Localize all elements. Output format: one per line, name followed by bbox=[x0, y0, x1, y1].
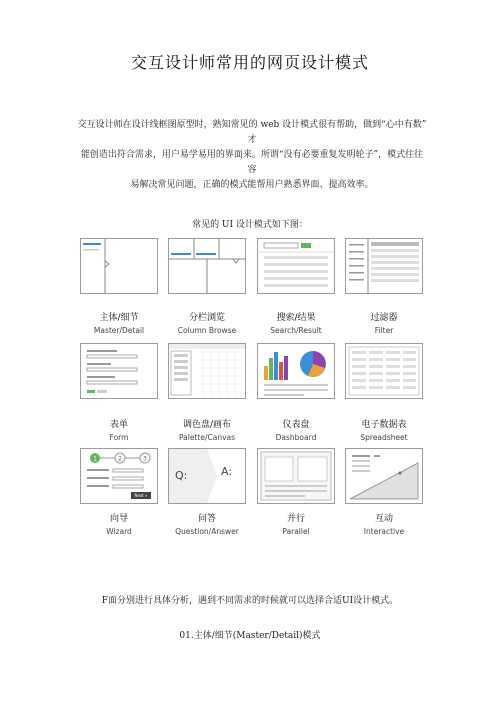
intro-line: 容 bbox=[247, 165, 257, 175]
spreadsheet-icon bbox=[345, 343, 423, 399]
search-result-icon bbox=[257, 238, 335, 294]
master-detail-icon bbox=[80, 238, 158, 294]
pattern-name-en: Filter bbox=[374, 326, 394, 335]
next-button: Next » bbox=[134, 493, 148, 498]
pattern-name-zh: 仪表盘 bbox=[282, 420, 310, 430]
pattern-name-en: Interactive bbox=[363, 527, 405, 536]
question-label: Q: bbox=[175, 469, 188, 482]
palette-canvas-icon bbox=[168, 343, 246, 399]
intro-line: 能创造出符合需求，用户易学易用的界面来。所谓“没有必要重复发明轮子”，模式往往 bbox=[80, 150, 424, 160]
pattern-label bbox=[329, 419, 439, 443]
pattern-name-en: Dashboard bbox=[275, 433, 317, 442]
pattern-name-zh: 向导 bbox=[109, 514, 128, 524]
interactive-icon bbox=[345, 448, 423, 504]
dashboard-icon bbox=[257, 343, 335, 399]
pattern-name-zh: 表单 bbox=[109, 420, 128, 430]
form-icon bbox=[80, 343, 158, 399]
pattern-name-en: Wizard bbox=[106, 527, 132, 536]
pattern-name-en: Master/Detail bbox=[93, 326, 145, 335]
wizard-icon bbox=[80, 448, 158, 504]
pattern-name-zh: 电子数据表 bbox=[361, 420, 407, 430]
question-answer-icon bbox=[168, 448, 246, 504]
intro-line: 交互设计师在设计线框图原型时，熟知常见的 web 设计模式很有帮助，做到“心中有数” bbox=[77, 120, 427, 130]
svg-text:3: 3 bbox=[143, 455, 147, 463]
pattern-name-zh: 搜索/结果 bbox=[276, 313, 316, 323]
figure-caption: 常见的 UI 设计模式如下图： bbox=[192, 220, 308, 230]
pattern-name-zh: 调色盘/画布 bbox=[182, 420, 232, 430]
pattern-name-zh: 问答 bbox=[197, 514, 216, 524]
intro-paragraph bbox=[72, 118, 432, 193]
answer-label: A: bbox=[221, 465, 233, 478]
pattern-name-en: Column Browse bbox=[177, 326, 237, 335]
intro-line: 易解决常见问题，正确的模式能帮用户熟悉界面、提高效率。 bbox=[130, 180, 374, 190]
pattern-label bbox=[329, 513, 439, 537]
pattern-name-en: Palette/Canvas bbox=[178, 433, 236, 442]
parallel-icon bbox=[257, 448, 335, 504]
pattern-name-en: Search/Result bbox=[270, 326, 322, 335]
pattern-name-en: Parallel bbox=[282, 527, 310, 536]
pattern-name-zh: 并行 bbox=[286, 514, 305, 524]
column-browse-icon bbox=[168, 238, 246, 294]
pattern-name-zh: 分栏浏览 bbox=[188, 313, 225, 323]
document-title: 交互设计师常用的网页设计模式 bbox=[130, 53, 369, 72]
svg-text:2: 2 bbox=[118, 455, 122, 463]
pattern-name-zh: 主体/细节 bbox=[99, 313, 139, 323]
pattern-label bbox=[329, 312, 439, 336]
section-heading: 01.主体/细节(Master/Detail)模式 bbox=[179, 631, 321, 641]
pattern-name-zh: 过滤器 bbox=[370, 313, 398, 323]
intro-line: 才 bbox=[247, 135, 257, 145]
pattern-name-en: Spreadsheet bbox=[360, 433, 408, 442]
pattern-name-zh: 互动 bbox=[374, 514, 393, 524]
filter-icon bbox=[345, 238, 423, 294]
pattern-name-en: Question/Answer bbox=[175, 527, 239, 536]
svg-text:1: 1 bbox=[93, 455, 97, 463]
pattern-name-en: Form bbox=[109, 433, 129, 442]
body-paragraph: F面分别进行具体分析，遇到不同需求的时候就可以选择合适UI设计模式。 bbox=[101, 596, 399, 606]
